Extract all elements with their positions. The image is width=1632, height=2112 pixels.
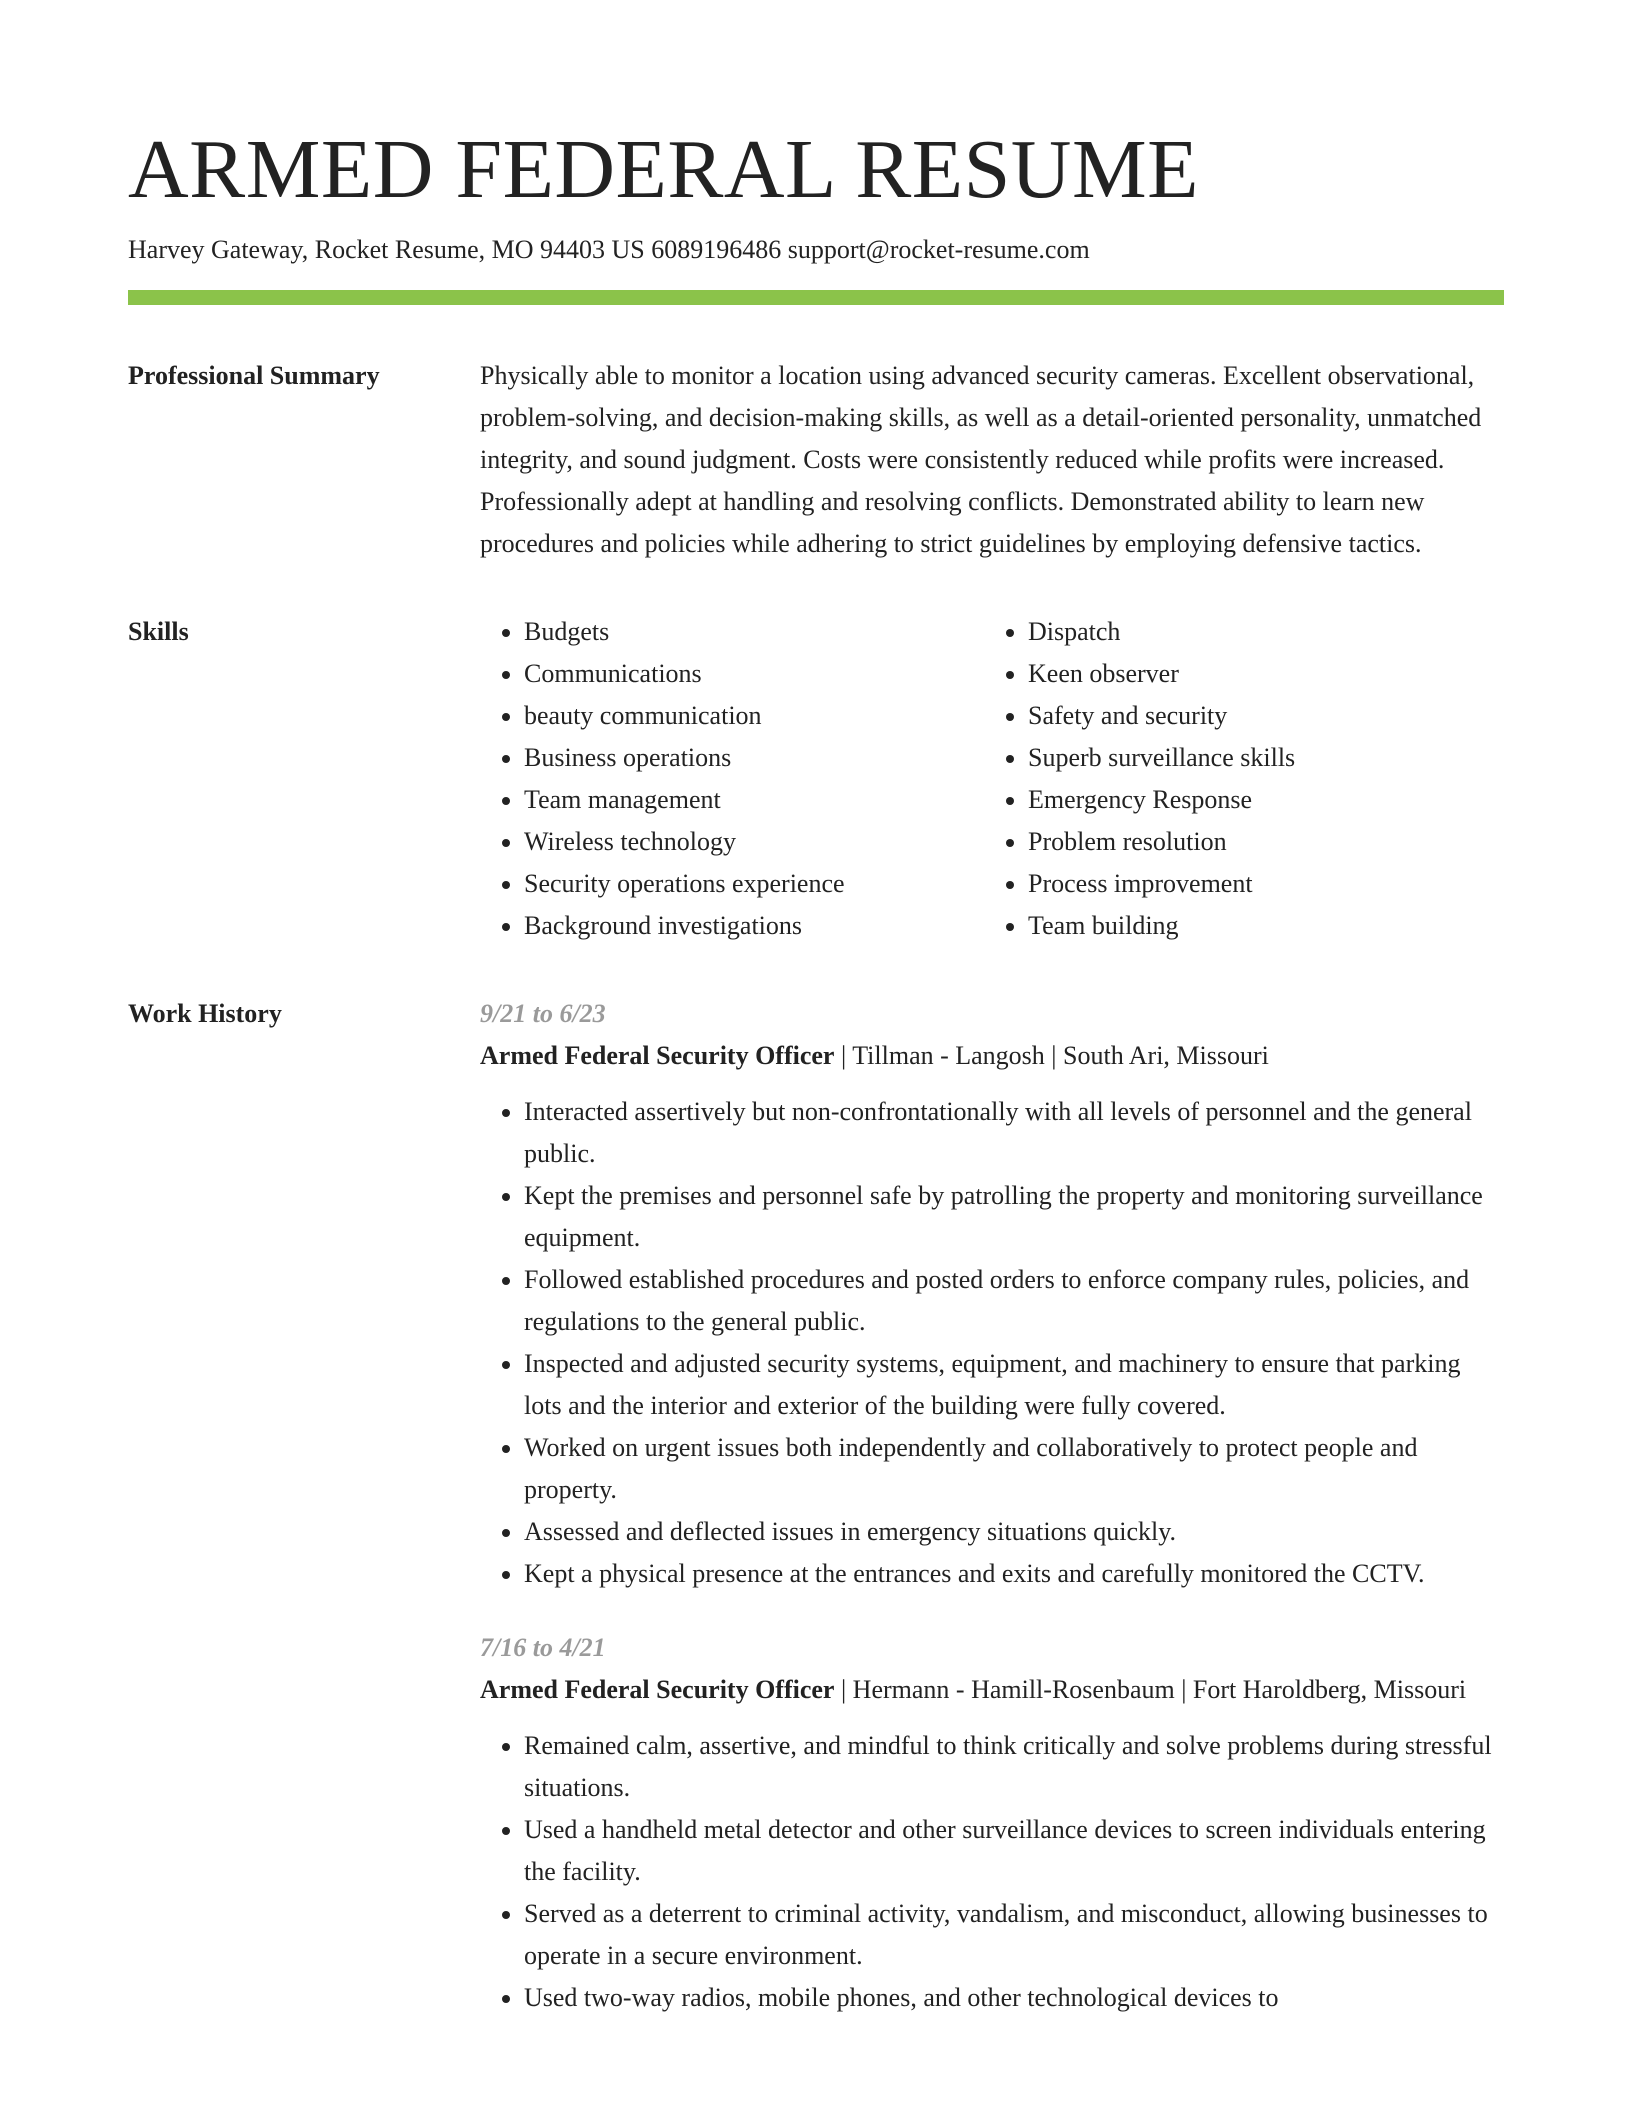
job-title: Armed Federal Security Officer bbox=[480, 1675, 835, 1704]
skill-item: • Background investigations bbox=[524, 905, 984, 947]
skill-item: • Team management bbox=[524, 779, 984, 821]
job-heading bbox=[480, 1035, 1504, 1077]
skill-item: • beauty communication bbox=[524, 695, 984, 737]
skill-item: • Emergency Response bbox=[1028, 779, 1488, 821]
skills-list-right bbox=[984, 611, 1488, 947]
job-bullet: • Interacted assertively but non-confrontationally with all levels of personnel and the general public. bbox=[524, 1091, 1504, 1175]
job-bullet: • Served as a deterrent to criminal activity, vandalism, and misconduct, allowing businesses to operate in a secure environment. bbox=[524, 1893, 1504, 1977]
skills-list-left bbox=[480, 611, 984, 947]
job-bullet: • Used a handheld metal detector and other surveillance devices to screen individuals entering the facility. bbox=[524, 1809, 1504, 1893]
summary-section bbox=[128, 355, 1504, 565]
job-details: | Hermann - Hamill-Rosenbaum | Fort Haroldberg, Missouri bbox=[834, 1675, 1467, 1704]
job-bullet: • Inspected and adjusted security systems, equipment, and machinery to ensure that parking lots and the interior and exterior of the building were fully covered. bbox=[524, 1343, 1504, 1427]
summary-text: Physically able to monitor a location using advanced security cameras. Excellent observational, problem-solving, and decision-making skills, as well as a detail-oriented personality, unmatched integrity, and sound judgment. Costs were consistently reduced while profits were increased. Professionally adept at handling and resolving conflicts. Demonstrated ability to learn new procedures and policies while adhering to strict guidelines by employing defensive tactics. bbox=[480, 361, 1482, 558]
skill-item: • Keen observer bbox=[1028, 653, 1488, 695]
skill-item: • Wireless technology bbox=[524, 821, 984, 863]
resume-page bbox=[128, 118, 1504, 2051]
skill-item: • Problem resolution bbox=[1028, 821, 1488, 863]
skill-item: • Superb surveillance skills bbox=[1028, 737, 1488, 779]
summary-label: Professional Summary bbox=[128, 361, 380, 390]
skill-item: • Communications bbox=[524, 653, 984, 695]
skills-label: Skills bbox=[128, 617, 189, 646]
job-bullets bbox=[480, 1091, 1504, 1595]
job-bullet: • Kept the premises and personnel safe by patrolling the property and monitoring surveillance equipment. bbox=[524, 1175, 1504, 1259]
skill-item: • Budgets bbox=[524, 611, 984, 653]
job-bullets bbox=[480, 1725, 1504, 2019]
job-entry bbox=[480, 1627, 1504, 2019]
skill-item: • Team building bbox=[1028, 905, 1488, 947]
job-bullet: • Remained calm, assertive, and mindful to think critically and solve problems during stressful situations. bbox=[524, 1725, 1504, 1809]
skill-item: • Business operations bbox=[524, 737, 984, 779]
job-bullet: • Worked on urgent issues both independently and collaboratively to protect people and property. bbox=[524, 1427, 1504, 1511]
job-dates: 7/16 to 4/21 bbox=[480, 1633, 606, 1662]
job-dates: 9/21 to 6/23 bbox=[480, 999, 606, 1028]
skill-item: • Safety and security bbox=[1028, 695, 1488, 737]
skill-item: • Process improvement bbox=[1028, 863, 1488, 905]
job-bullet: • Assessed and deflected issues in emergency situations quickly. bbox=[524, 1511, 1504, 1553]
job-title: Armed Federal Security Officer bbox=[480, 1041, 835, 1070]
skill-item: • Security operations experience bbox=[524, 863, 984, 905]
work-history-label: Work History bbox=[128, 999, 282, 1028]
job-entry bbox=[480, 993, 1504, 1595]
resume-title: ARMED FEDERAL RESUME bbox=[128, 123, 1199, 216]
skills-section bbox=[128, 611, 1504, 947]
skill-item: • Dispatch bbox=[1028, 611, 1488, 653]
job-bullet: • Followed established procedures and posted orders to enforce company rules, policies, and regulations to the general public. bbox=[524, 1259, 1504, 1343]
contact-line: Harvey Gateway, Rocket Resume, MO 94403 US 6089196486 support@rocket-resume.com bbox=[128, 235, 1090, 264]
work-history-section bbox=[128, 993, 1504, 2051]
header-divider bbox=[128, 290, 1504, 305]
job-bullet: • Kept a physical presence at the entrances and exits and carefully monitored the CCTV. bbox=[524, 1553, 1504, 1595]
job-bullet: • Used two-way radios, mobile phones, and other technological devices to bbox=[524, 1977, 1504, 2019]
job-heading bbox=[480, 1669, 1504, 1711]
job-details: | Tillman - Langosh | South Ari, Missouri bbox=[834, 1041, 1269, 1070]
